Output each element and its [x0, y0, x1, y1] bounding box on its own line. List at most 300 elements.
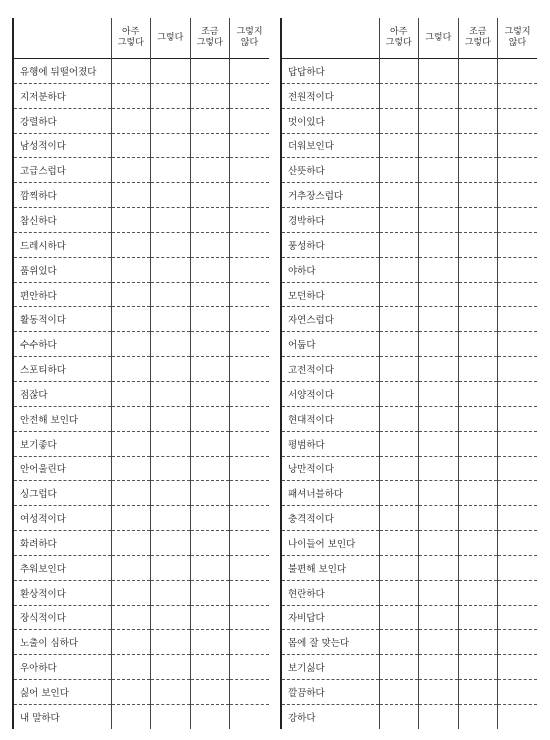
- rating-cell[interactable]: [111, 456, 151, 481]
- rating-cell[interactable]: [498, 357, 538, 382]
- rating-cell[interactable]: [498, 580, 538, 605]
- rating-cell[interactable]: [419, 406, 459, 431]
- rating-cell[interactable]: [151, 232, 191, 257]
- table-row: [13, 307, 269, 332]
- rating-cell[interactable]: [419, 655, 459, 680]
- rating-cell[interactable]: [230, 655, 270, 680]
- table-row: [281, 456, 537, 481]
- rating-cell[interactable]: [419, 456, 459, 481]
- header-somewhat: 조금 그렇다: [458, 18, 498, 59]
- rating-cell[interactable]: [111, 555, 151, 580]
- rating-cell[interactable]: [190, 108, 230, 133]
- rating-cell[interactable]: [190, 183, 230, 208]
- item-label: 충격적이다: [281, 506, 379, 531]
- rating-cell[interactable]: [379, 108, 419, 133]
- rating-cell[interactable]: [458, 406, 498, 431]
- rating-cell[interactable]: [111, 605, 151, 630]
- rating-cell[interactable]: [230, 183, 270, 208]
- rating-cell[interactable]: [111, 531, 151, 556]
- rating-cell[interactable]: [419, 332, 459, 357]
- rating-cell[interactable]: [190, 655, 230, 680]
- table-row: [13, 257, 269, 282]
- rating-cell[interactable]: [458, 555, 498, 580]
- rating-cell[interactable]: [458, 59, 498, 84]
- table-row: [13, 431, 269, 456]
- table-row: [13, 531, 269, 556]
- rating-cell[interactable]: [458, 133, 498, 158]
- rating-cell[interactable]: [111, 183, 151, 208]
- rating-cell[interactable]: [498, 605, 538, 630]
- rating-cell[interactable]: [419, 158, 459, 183]
- rating-cell[interactable]: [419, 357, 459, 382]
- rating-cell[interactable]: [151, 257, 191, 282]
- rating-cell[interactable]: [379, 59, 419, 84]
- rating-cell[interactable]: [458, 208, 498, 233]
- item-label: 야하다: [281, 257, 379, 282]
- item-label: 거추장스럽다: [281, 183, 379, 208]
- rating-cell[interactable]: [190, 456, 230, 481]
- rating-cell[interactable]: [419, 431, 459, 456]
- table-row: [281, 531, 537, 556]
- rating-cell[interactable]: [230, 208, 270, 233]
- header-very-much: 아주 그렇다: [111, 18, 151, 59]
- rating-cell[interactable]: [419, 680, 459, 705]
- header-yes: 그렇다: [151, 18, 191, 59]
- rating-cell[interactable]: [151, 282, 191, 307]
- rating-cell[interactable]: [379, 381, 419, 406]
- survey-table-left: [12, 18, 268, 729]
- rating-cell[interactable]: [111, 83, 151, 108]
- rating-cell[interactable]: [498, 680, 538, 705]
- rating-cell[interactable]: [379, 183, 419, 208]
- item-label: 답답하다: [281, 59, 379, 84]
- rating-cell[interactable]: [230, 506, 270, 531]
- rating-cell[interactable]: [498, 257, 538, 282]
- rating-cell[interactable]: [151, 381, 191, 406]
- rating-cell[interactable]: [190, 481, 230, 506]
- rating-cell[interactable]: [498, 456, 538, 481]
- rating-cell[interactable]: [111, 257, 151, 282]
- rating-cell[interactable]: [379, 208, 419, 233]
- rating-cell[interactable]: [419, 381, 459, 406]
- rating-cell[interactable]: [498, 406, 538, 431]
- header-yes: 그렇다: [419, 18, 459, 59]
- table-row: [281, 108, 537, 133]
- rating-cell[interactable]: [419, 630, 459, 655]
- rating-cell[interactable]: [230, 282, 270, 307]
- rating-cell[interactable]: [111, 59, 151, 84]
- rating-cell[interactable]: [498, 59, 538, 84]
- rating-cell[interactable]: [498, 83, 538, 108]
- rating-cell[interactable]: [230, 232, 270, 257]
- rating-cell[interactable]: [419, 580, 459, 605]
- rating-cell[interactable]: [230, 332, 270, 357]
- item-label: 지저분하다: [13, 83, 111, 108]
- rating-cell[interactable]: [111, 506, 151, 531]
- rating-cell[interactable]: [151, 133, 191, 158]
- rating-cell[interactable]: [379, 704, 419, 728]
- rating-cell[interactable]: [498, 630, 538, 655]
- rating-cell[interactable]: [498, 655, 538, 680]
- rating-cell[interactable]: [498, 133, 538, 158]
- table-row: [281, 580, 537, 605]
- item-label: 전원적이다: [281, 83, 379, 108]
- rating-cell[interactable]: [151, 456, 191, 481]
- rating-cell[interactable]: [458, 456, 498, 481]
- rating-cell[interactable]: [111, 630, 151, 655]
- rating-cell[interactable]: [458, 183, 498, 208]
- rating-cell[interactable]: [190, 208, 230, 233]
- rating-cell[interactable]: [498, 282, 538, 307]
- rating-cell[interactable]: [111, 282, 151, 307]
- rating-cell[interactable]: [190, 307, 230, 332]
- rating-cell[interactable]: [379, 332, 419, 357]
- table-row: [13, 456, 269, 481]
- rating-cell[interactable]: [230, 257, 270, 282]
- table-row: [281, 431, 537, 456]
- rating-cell[interactable]: [419, 257, 459, 282]
- item-label: 장식적이다: [13, 605, 111, 630]
- rating-cell[interactable]: [498, 704, 538, 728]
- rating-cell[interactable]: [230, 381, 270, 406]
- rating-cell[interactable]: [379, 158, 419, 183]
- table-row: [281, 630, 537, 655]
- rating-cell[interactable]: [230, 704, 270, 728]
- table-row: [13, 357, 269, 382]
- rating-cell[interactable]: [498, 481, 538, 506]
- rating-cell[interactable]: [111, 406, 151, 431]
- rating-cell[interactable]: [151, 431, 191, 456]
- rating-cell[interactable]: [151, 59, 191, 84]
- table-row: [281, 59, 537, 84]
- table-row: [13, 158, 269, 183]
- rating-cell[interactable]: [111, 158, 151, 183]
- item-label: 현란하다: [281, 580, 379, 605]
- rating-cell[interactable]: [111, 357, 151, 382]
- rating-cell[interactable]: [230, 605, 270, 630]
- rating-cell[interactable]: [230, 158, 270, 183]
- rating-cell[interactable]: [190, 431, 230, 456]
- rating-cell[interactable]: [458, 481, 498, 506]
- rating-cell[interactable]: [151, 83, 191, 108]
- item-label: 패셔너블하다: [281, 481, 379, 506]
- table-row: [13, 655, 269, 680]
- table-row: [13, 108, 269, 133]
- rating-cell[interactable]: [151, 158, 191, 183]
- rating-cell[interactable]: [379, 630, 419, 655]
- table-row: [281, 481, 537, 506]
- rating-cell[interactable]: [458, 332, 498, 357]
- rating-cell[interactable]: [230, 555, 270, 580]
- rating-cell[interactable]: [379, 431, 419, 456]
- rating-cell[interactable]: [458, 357, 498, 382]
- rating-cell[interactable]: [419, 531, 459, 556]
- rating-cell[interactable]: [151, 680, 191, 705]
- rating-cell[interactable]: [379, 357, 419, 382]
- table-row: [13, 630, 269, 655]
- rating-cell[interactable]: [111, 133, 151, 158]
- rating-cell[interactable]: [498, 108, 538, 133]
- rating-cell[interactable]: [458, 680, 498, 705]
- rating-cell[interactable]: [111, 580, 151, 605]
- rating-cell[interactable]: [498, 183, 538, 208]
- rating-cell[interactable]: [190, 257, 230, 282]
- rating-cell[interactable]: [379, 555, 419, 580]
- rating-cell[interactable]: [190, 680, 230, 705]
- item-label: 안전해 보인다: [13, 406, 111, 431]
- item-label: 보기좋다: [13, 431, 111, 456]
- item-label: 산뜻하다: [281, 158, 379, 183]
- rating-cell[interactable]: [379, 282, 419, 307]
- table-row: [281, 83, 537, 108]
- rating-cell[interactable]: [151, 208, 191, 233]
- table-row: [281, 680, 537, 705]
- item-label: 고급스럽다: [13, 158, 111, 183]
- rating-cell[interactable]: [151, 307, 191, 332]
- item-label: 현대적이다: [281, 406, 379, 431]
- item-label: 노출이 심하다: [13, 630, 111, 655]
- rating-cell[interactable]: [111, 481, 151, 506]
- item-label: 어둡다: [281, 332, 379, 357]
- rating-cell[interactable]: [190, 83, 230, 108]
- rating-cell[interactable]: [111, 108, 151, 133]
- rating-cell[interactable]: [151, 506, 191, 531]
- rating-cell[interactable]: [419, 555, 459, 580]
- rating-cell[interactable]: [419, 282, 459, 307]
- rating-cell[interactable]: [498, 307, 538, 332]
- rating-cell[interactable]: [458, 108, 498, 133]
- rating-cell[interactable]: [379, 655, 419, 680]
- rating-cell[interactable]: [458, 580, 498, 605]
- rating-cell[interactable]: [190, 531, 230, 556]
- rating-cell[interactable]: [419, 232, 459, 257]
- table-row: [281, 406, 537, 431]
- rating-cell[interactable]: [151, 630, 191, 655]
- rating-cell[interactable]: [458, 381, 498, 406]
- rating-cell[interactable]: [190, 158, 230, 183]
- header-blank: [13, 18, 111, 59]
- rating-cell[interactable]: [111, 232, 151, 257]
- rating-cell[interactable]: [190, 282, 230, 307]
- rating-cell[interactable]: [498, 531, 538, 556]
- rating-cell[interactable]: [498, 332, 538, 357]
- rating-cell[interactable]: [190, 506, 230, 531]
- rating-cell[interactable]: [230, 680, 270, 705]
- rating-cell[interactable]: [458, 232, 498, 257]
- rating-cell[interactable]: [498, 232, 538, 257]
- rating-cell[interactable]: [111, 208, 151, 233]
- rating-cell[interactable]: [190, 406, 230, 431]
- rating-cell[interactable]: [151, 357, 191, 382]
- item-label: 보기싫다: [281, 655, 379, 680]
- rating-cell[interactable]: [419, 605, 459, 630]
- rating-cell[interactable]: [190, 357, 230, 382]
- item-label: 수수하다: [13, 332, 111, 357]
- rating-cell[interactable]: [379, 605, 419, 630]
- rating-cell[interactable]: [190, 605, 230, 630]
- rating-cell[interactable]: [230, 481, 270, 506]
- item-label: 활동적이다: [13, 307, 111, 332]
- table-row: [281, 282, 537, 307]
- table-row: [13, 406, 269, 431]
- rating-cell[interactable]: [379, 257, 419, 282]
- rating-cell[interactable]: [230, 83, 270, 108]
- item-label: 평범하다: [281, 431, 379, 456]
- item-label: 유행에 뒤떨어졌다: [13, 59, 111, 84]
- rating-cell[interactable]: [458, 704, 498, 728]
- rating-cell[interactable]: [230, 406, 270, 431]
- rating-cell[interactable]: [111, 332, 151, 357]
- rating-cell[interactable]: [419, 506, 459, 531]
- rating-cell[interactable]: [379, 456, 419, 481]
- rating-cell[interactable]: [190, 580, 230, 605]
- rating-cell[interactable]: [458, 605, 498, 630]
- rating-cell[interactable]: [379, 580, 419, 605]
- table-row: [13, 381, 269, 406]
- rating-cell[interactable]: [419, 108, 459, 133]
- item-label: 내 말하다: [13, 704, 111, 728]
- rating-table: [12, 18, 269, 729]
- rating-cell[interactable]: [458, 630, 498, 655]
- item-label: 화려하다: [13, 531, 111, 556]
- rating-cell[interactable]: [419, 208, 459, 233]
- rating-cell[interactable]: [419, 183, 459, 208]
- rating-cell[interactable]: [458, 506, 498, 531]
- table-row: [13, 555, 269, 580]
- table-row: [281, 332, 537, 357]
- rating-cell[interactable]: [230, 580, 270, 605]
- item-label: 싫어 보인다: [13, 680, 111, 705]
- table-row: [281, 381, 537, 406]
- table-row: [281, 655, 537, 680]
- rating-cell[interactable]: [190, 704, 230, 728]
- rating-cell[interactable]: [190, 555, 230, 580]
- rating-cell[interactable]: [190, 59, 230, 84]
- rating-cell[interactable]: [458, 307, 498, 332]
- rating-cell[interactable]: [458, 257, 498, 282]
- table-row: [281, 357, 537, 382]
- rating-cell[interactable]: [498, 381, 538, 406]
- item-label: 강하다: [281, 704, 379, 728]
- rating-cell[interactable]: [111, 704, 151, 728]
- rating-cell[interactable]: [379, 232, 419, 257]
- rating-cell[interactable]: [230, 456, 270, 481]
- rating-cell[interactable]: [498, 555, 538, 580]
- header-very-much: 아주 그렇다: [379, 18, 419, 59]
- rating-cell[interactable]: [498, 506, 538, 531]
- rating-cell[interactable]: [419, 481, 459, 506]
- rating-cell[interactable]: [230, 630, 270, 655]
- item-label: 불편해 보인다: [281, 555, 379, 580]
- rating-cell[interactable]: [498, 208, 538, 233]
- rating-cell[interactable]: [458, 282, 498, 307]
- table-row: [281, 506, 537, 531]
- rating-cell[interactable]: [419, 59, 459, 84]
- rating-cell[interactable]: [190, 381, 230, 406]
- rating-cell[interactable]: [498, 158, 538, 183]
- rating-cell[interactable]: [379, 133, 419, 158]
- rating-cell[interactable]: [379, 83, 419, 108]
- rating-cell[interactable]: [151, 531, 191, 556]
- rating-cell[interactable]: [111, 680, 151, 705]
- table-row: [281, 232, 537, 257]
- rating-cell[interactable]: [230, 531, 270, 556]
- rating-cell[interactable]: [151, 704, 191, 728]
- table-row: [281, 183, 537, 208]
- rating-cell[interactable]: [151, 555, 191, 580]
- item-label: 안어울린다: [13, 456, 111, 481]
- item-label: 여성적이다: [13, 506, 111, 531]
- rating-cell[interactable]: [111, 381, 151, 406]
- rating-cell[interactable]: [458, 83, 498, 108]
- item-label: 싱그럽다: [13, 481, 111, 506]
- table-row: [13, 605, 269, 630]
- header-blank: [281, 18, 379, 59]
- rating-cell[interactable]: [190, 332, 230, 357]
- rating-cell[interactable]: [230, 59, 270, 84]
- rating-cell[interactable]: [230, 307, 270, 332]
- table-row: [13, 680, 269, 705]
- rating-cell[interactable]: [458, 655, 498, 680]
- rating-cell[interactable]: [419, 83, 459, 108]
- item-label: 우아하다: [13, 655, 111, 680]
- rating-cell[interactable]: [498, 431, 538, 456]
- rating-cell[interactable]: [151, 332, 191, 357]
- rating-cell[interactable]: [190, 232, 230, 257]
- rating-cell[interactable]: [458, 158, 498, 183]
- item-label: 몸에 잘 맞는다: [281, 630, 379, 655]
- item-label: 자비답다: [281, 605, 379, 630]
- rating-cell[interactable]: [379, 481, 419, 506]
- rating-cell[interactable]: [151, 406, 191, 431]
- item-label: 품위있다: [13, 257, 111, 282]
- rating-cell[interactable]: [458, 531, 498, 556]
- rating-cell[interactable]: [190, 133, 230, 158]
- rating-cell[interactable]: [379, 406, 419, 431]
- table-row: [281, 605, 537, 630]
- rating-cell[interactable]: [379, 307, 419, 332]
- rating-cell[interactable]: [419, 133, 459, 158]
- rating-cell[interactable]: [151, 481, 191, 506]
- table-row: [13, 481, 269, 506]
- rating-cell[interactable]: [230, 431, 270, 456]
- rating-cell[interactable]: [379, 531, 419, 556]
- rating-cell[interactable]: [379, 506, 419, 531]
- rating-cell[interactable]: [151, 655, 191, 680]
- item-label: 낭만적이다: [281, 456, 379, 481]
- item-label: 깜찍하다: [13, 183, 111, 208]
- rating-cell[interactable]: [151, 108, 191, 133]
- rating-cell[interactable]: [111, 655, 151, 680]
- table-row: [13, 506, 269, 531]
- rating-cell[interactable]: [419, 307, 459, 332]
- table-row: [281, 307, 537, 332]
- rating-cell[interactable]: [111, 307, 151, 332]
- rating-cell[interactable]: [151, 183, 191, 208]
- rating-cell[interactable]: [190, 630, 230, 655]
- rating-cell[interactable]: [230, 133, 270, 158]
- rating-cell[interactable]: [419, 704, 459, 728]
- item-label: 모던하다: [281, 282, 379, 307]
- rating-cell[interactable]: [111, 431, 151, 456]
- rating-cell[interactable]: [230, 108, 270, 133]
- rating-cell[interactable]: [151, 580, 191, 605]
- rating-cell[interactable]: [458, 431, 498, 456]
- table-row: [13, 83, 269, 108]
- rating-cell[interactable]: [379, 680, 419, 705]
- rating-cell[interactable]: [151, 605, 191, 630]
- rating-cell[interactable]: [230, 357, 270, 382]
